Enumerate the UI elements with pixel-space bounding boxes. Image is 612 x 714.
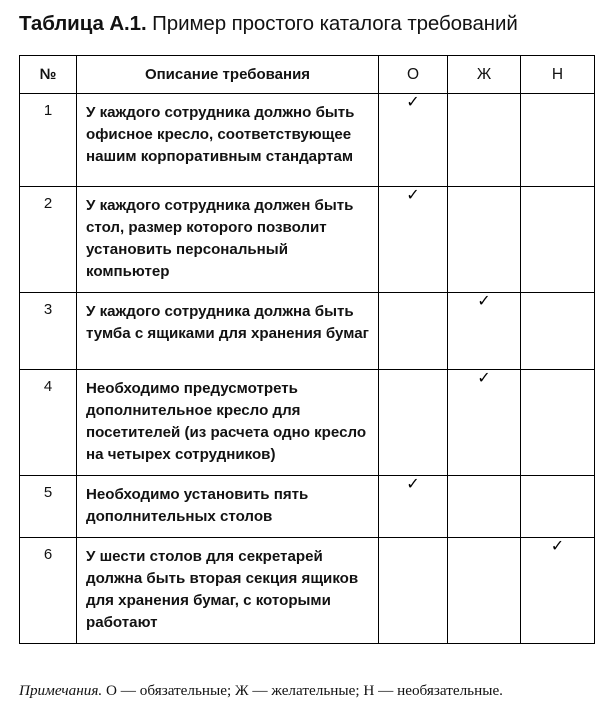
row-number: 6 — [20, 538, 77, 644]
column-header-o: О — [379, 56, 448, 94]
table-row — [20, 476, 595, 538]
row-mark-zh — [448, 187, 521, 293]
row-description: Необходимо установить пять дополнительных столов — [77, 476, 379, 538]
check-icon: ✓ — [406, 92, 420, 111]
table-row — [20, 293, 595, 370]
check-icon: ✓ — [477, 291, 491, 310]
row-mark-n — [521, 187, 595, 293]
row-mark-zh — [448, 370, 521, 476]
row-mark-o — [379, 293, 448, 370]
row-number: 1 — [20, 94, 77, 187]
row-description: У каждого сотрудника должна быть тумба с ящиками для хранения бумаг — [77, 293, 379, 370]
footnote-text: О — обязательные; Ж — желательные; Н — необязательные. — [102, 682, 503, 699]
row-mark-n — [521, 94, 595, 187]
column-header-number: № — [20, 56, 77, 94]
row-number: 2 — [20, 187, 77, 293]
table-body — [20, 94, 595, 644]
table-row — [20, 187, 595, 293]
row-mark-o — [379, 187, 448, 293]
row-description: У каждого сотрудника должно быть офисное кресло, соответствующее нашим корпоративным стандартам — [77, 94, 379, 187]
row-mark-o — [379, 476, 448, 538]
row-description: У шести столов для секретарей должна быть вторая секция ящиков для хранения бумаг, с которыми работают — [77, 538, 379, 644]
header-row — [20, 56, 595, 94]
table-footnote — [19, 681, 599, 701]
row-number: 3 — [20, 293, 77, 370]
check-icon: ✓ — [477, 368, 491, 387]
row-mark-o — [379, 538, 448, 644]
row-mark-zh — [448, 538, 521, 644]
check-icon: ✓ — [406, 474, 420, 493]
row-number: 4 — [20, 370, 77, 476]
caption-text: Пример простого каталога требований — [152, 12, 518, 35]
check-icon: ✓ — [406, 185, 420, 204]
column-header-description: Описание требования — [77, 56, 379, 94]
row-description: У каждого сотрудника должен быть стол, размер которого позволит установить персональный компьютер — [77, 187, 379, 293]
row-number: 5 — [20, 476, 77, 538]
table-row — [20, 538, 595, 644]
row-mark-n — [521, 293, 595, 370]
column-header-n: Н — [521, 56, 595, 94]
column-header-zh: Ж — [448, 56, 521, 94]
check-icon: ✓ — [550, 536, 565, 555]
row-mark-n — [521, 476, 595, 538]
row-mark-zh — [448, 476, 521, 538]
table-row — [20, 370, 595, 476]
row-mark-zh — [448, 293, 521, 370]
table-row — [20, 94, 595, 187]
table-header — [20, 56, 595, 94]
row-mark-o — [379, 94, 448, 187]
row-mark-zh — [448, 94, 521, 187]
row-description: Необходимо предусмотреть дополнительное кресло для посетителей (из расчета одно кресло на четырех сотрудников) — [77, 370, 379, 476]
requirements-table — [19, 55, 595, 644]
table-caption — [19, 10, 597, 38]
footnote-label: Примечания. — [19, 682, 103, 699]
row-mark-n — [521, 538, 595, 644]
row-mark-n — [521, 370, 595, 476]
caption-label: Таблица А.1. — [19, 12, 147, 35]
row-mark-o — [379, 370, 448, 476]
